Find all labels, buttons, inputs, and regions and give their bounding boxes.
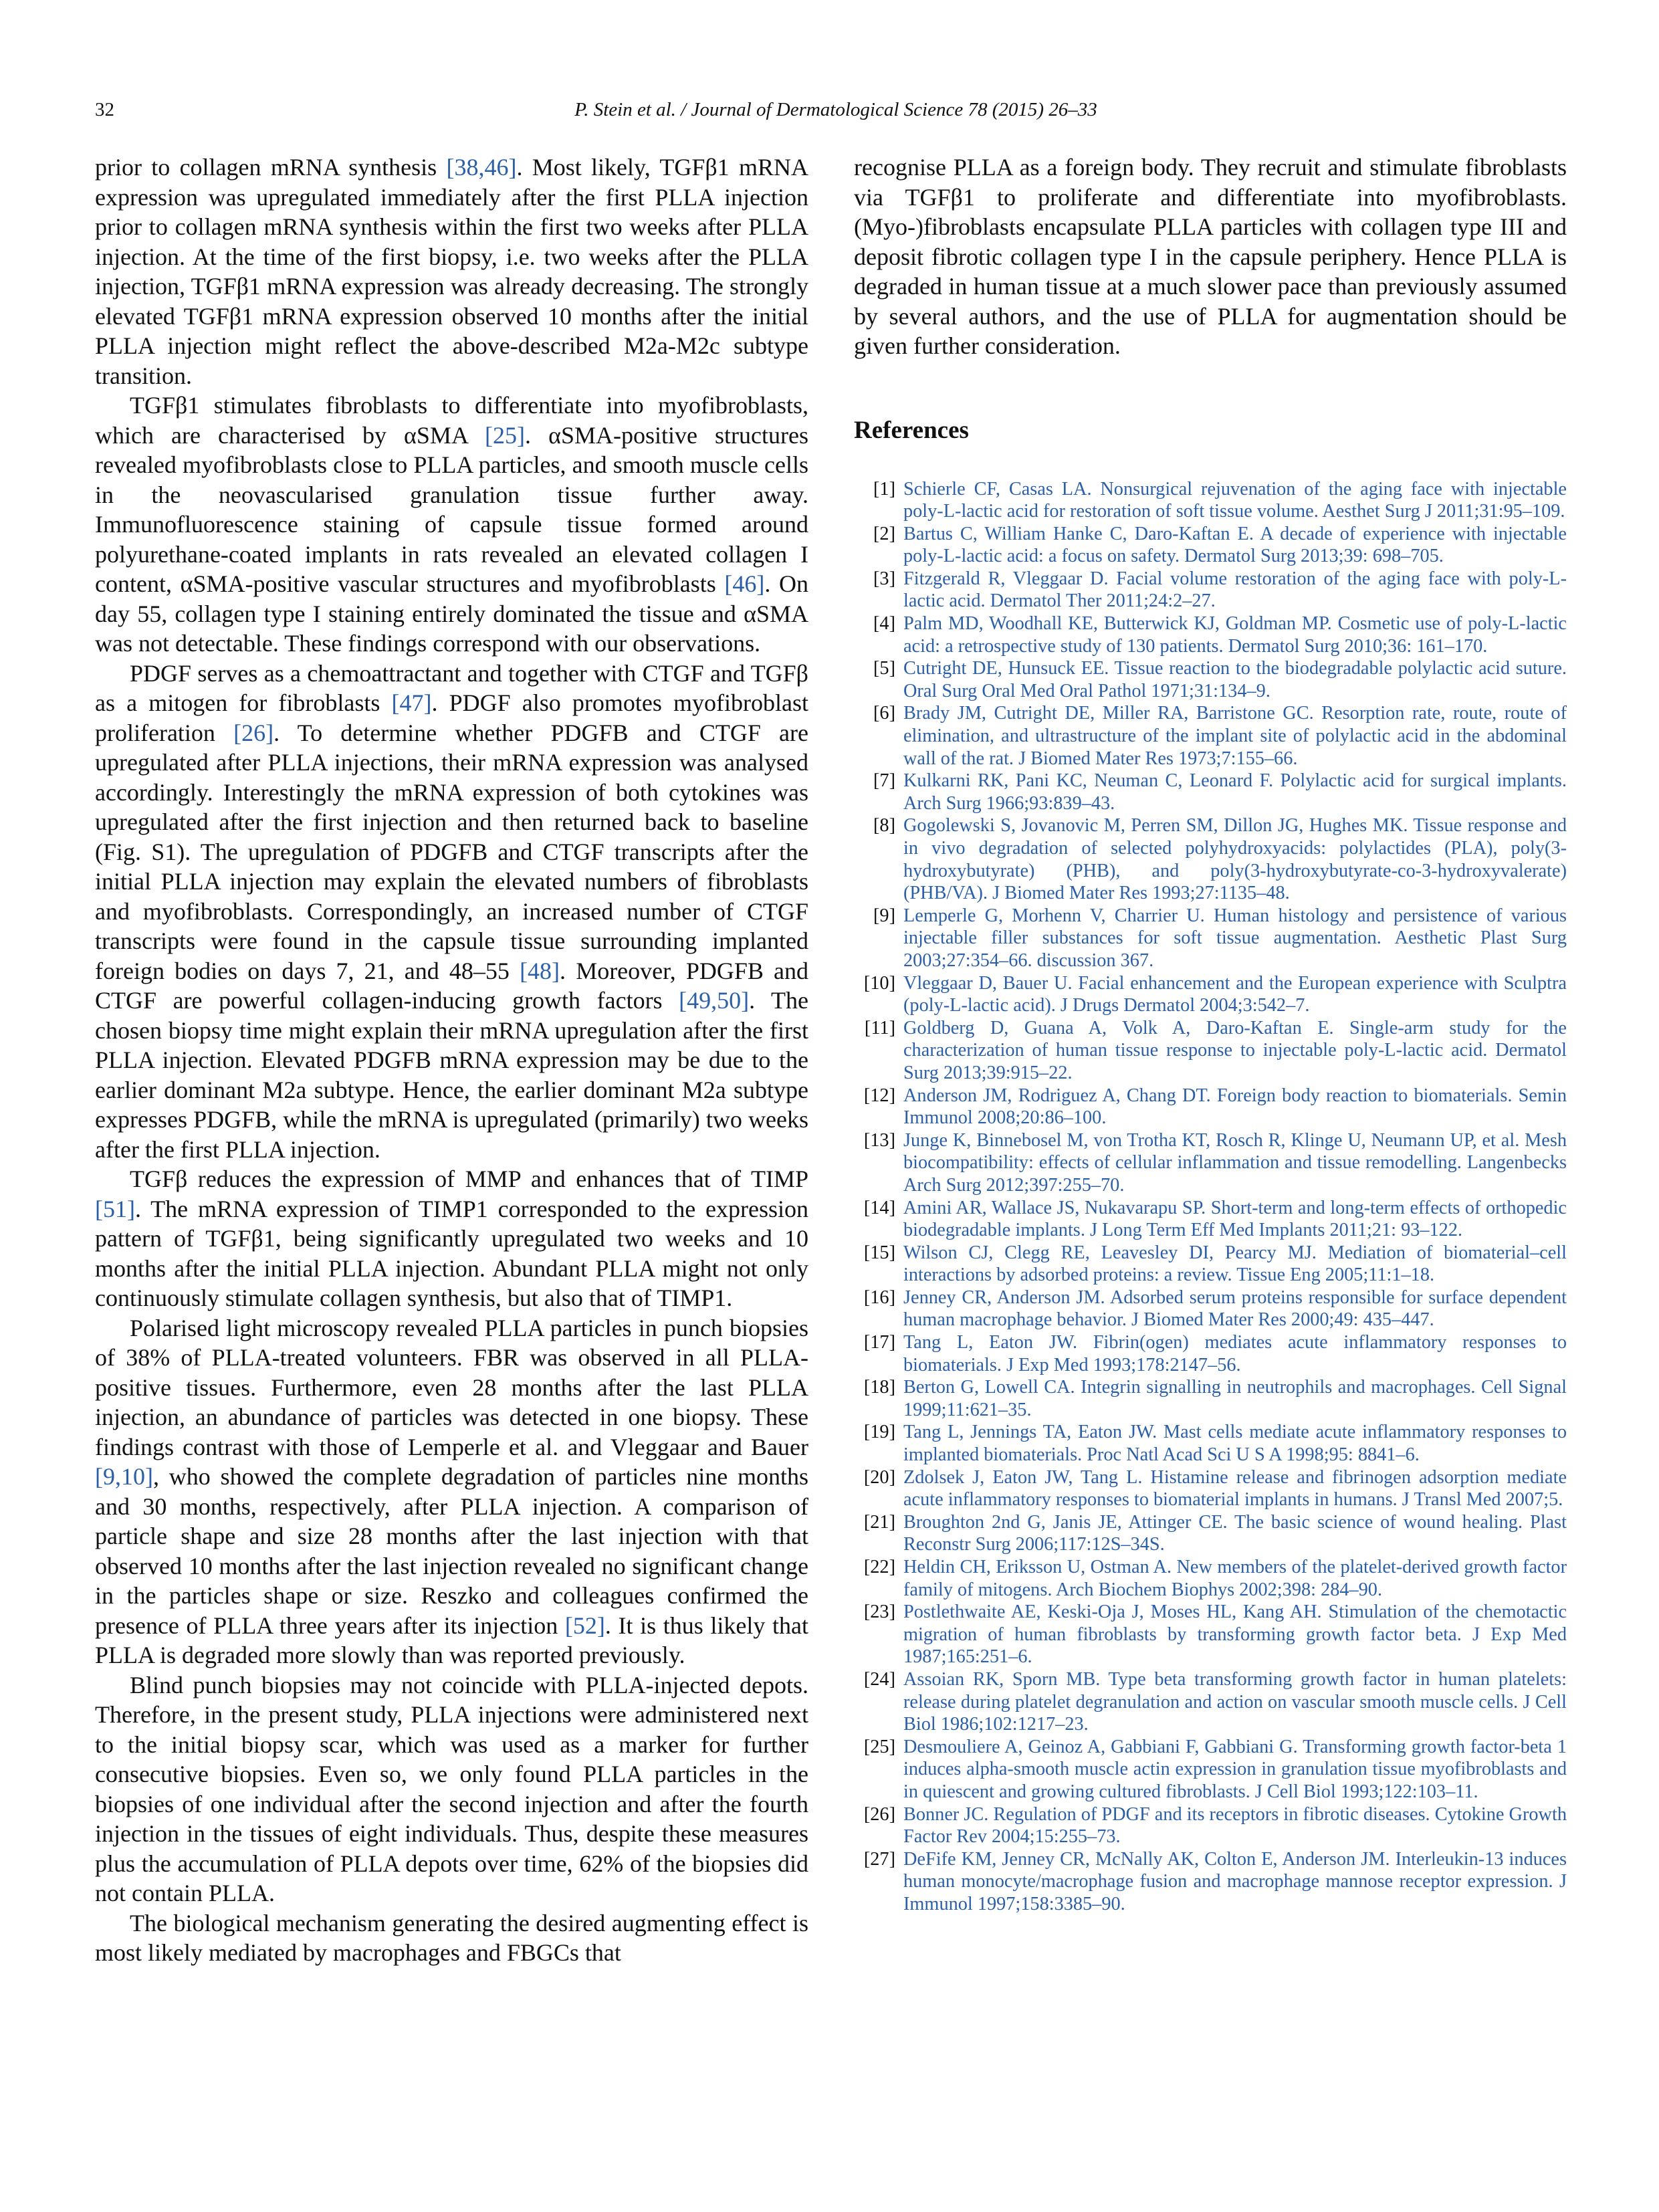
reference-item (854, 657, 1567, 702)
reference-link[interactable]: Fitzgerald R, Vleggaar D. Facial volume restoration of the aging face with poly-L-lactic acid. Dermatol Ther 2011;24:2–27. (903, 568, 1567, 612)
reference-number: [3] (873, 568, 895, 589)
reference-number: [6] (873, 703, 895, 724)
reference-item (854, 1736, 1567, 1803)
references-heading: References (854, 416, 969, 444)
reference-item (854, 1129, 1567, 1197)
reference-number: [9] (873, 905, 895, 926)
reference-number: [8] (873, 815, 895, 837)
right-column (854, 152, 1567, 1916)
continuation-paragraph: recognise PLLA as a foreign body. They recruit and stimulate fibroblasts via TGFβ1 to proliferate and differentiate into myofibroblasts. (Myo-)fibroblasts encapsulate PLLA particles with collagen type III and deposit fibrotic collagen type I in the capsule periphery. Hence PLLA is degraded in human tissue at a much slower pace than previously assumed by several authors, and the use of PLLA for augmentation should be given further consideration. (854, 154, 1567, 359)
reference-item (854, 1331, 1567, 1376)
reference-item (854, 478, 1567, 523)
reference-item (854, 1466, 1567, 1511)
citation-link[interactable]: [48] (520, 957, 560, 984)
paragraph-text: . αSMA-positive structures revealed myofibroblasts close to PLLA particles, and smooth muscle cells in the neovascularised granulation tissue further away. Immunofluorescence staining of capsule tissue formed around polyurethane-coated implants in rats revealed an elevated collagen I content, αSMA-positive vascular structures and myofibroblasts (95, 421, 808, 597)
reference-link[interactable]: Cutright DE, Hunsuck EE. Tissue reaction to the biodegradable polylactic acid suture. Oral Surg Oral Med Oral Pathol 1971;31:134–9. (903, 658, 1567, 701)
reference-item (854, 1085, 1567, 1129)
reference-item (854, 1803, 1567, 1848)
reference-item (854, 972, 1567, 1017)
reference-number: [4] (873, 613, 895, 635)
reference-item (854, 568, 1567, 613)
reference-link[interactable]: Gogolewski S, Jovanovic M, Perren SM, Dillon JG, Hughes MK. Tissue response and in vivo degradation of selected polyhydroxyacids: polylactides (PLA), poly(3-hydroxybutyrate) (PHB), and poly(3-hydroxybutyrate-co-3-hydroxyvalerate) (PHB/VA). J Biomed Mater Res 1993;27:1135–48. (903, 815, 1567, 904)
reference-item (854, 613, 1567, 657)
paragraph-text: The biological mechanism generating the desired augmenting effect is most likely mediated by macrophages and FBGCs that (95, 1909, 808, 1966)
reference-item (854, 814, 1567, 904)
reference-item (854, 1848, 1567, 1916)
page-number: 32 (95, 99, 114, 120)
paragraph-text: TGFβ reduces the expression of MMP and enhances that of TIMP (130, 1166, 808, 1192)
reference-link[interactable]: Postlethwaite AE, Keski-Oja J, Moses HL, Kang AH. Stimulation of the chemotactic migration of human fibroblasts by transforming growth factor beta. J Exp Med 1987;165:251–6. (903, 1601, 1567, 1668)
citation-link[interactable]: [46] (724, 570, 765, 597)
reference-item (854, 1242, 1567, 1287)
reference-link[interactable]: Desmouliere A, Geinoz A, Gabbiani F, Gabbiani G. Transforming growth factor-beta 1 induces alpha-smooth muscle actin expression in granulation tissue myofibroblasts and in quiescent and growing cultured fibroblasts. J Cell Biol 1993;122:103–11. (903, 1736, 1567, 1802)
paragraph-text: . Most likely, TGFβ1 mRNA expression was upregulated immediately after the first PLLA injection prior to collagen mRNA synthesis within the first two weeks after PLLA injection. At the time of the first biopsy, i.e. two weeks after the PLLA injection, TGFβ1 mRNA expression was already decreasing. The strongly elevated TGFβ1 mRNA expression observed 10 months after the initial PLLA injection might reflect the above-described M2a-M2c subtype transition. (95, 154, 808, 389)
reference-number: [25] (863, 1736, 895, 1757)
reference-link[interactable]: Assoian RK, Sporn MB. Type beta transforming growth factor in human platelets: release during platelet degranulation and action on vascular smooth muscle cells. J Cell Biol 1986;102:1217–23. (903, 1668, 1567, 1735)
reference-link[interactable]: Broughton 2nd G, Janis JE, Attinger CE. The basic science of wound healing. Plast Reconstr Surg 2006;117:12S–34S. (903, 1511, 1567, 1555)
reference-number: [12] (863, 1085, 895, 1106)
reference-number: [2] (873, 523, 895, 544)
reference-link[interactable]: Berton G, Lowell CA. Integrin signalling in neutrophils and macrophages. Cell Signal 1999;11:621–35. (903, 1377, 1567, 1420)
paragraph-text: . PDGF also promotes myofibroblast proliferation (95, 689, 808, 746)
reference-number: [26] (863, 1803, 895, 1825)
reference-number: [13] (863, 1129, 895, 1151)
reference-item (854, 770, 1567, 814)
paragraph-text: prior to collagen mRNA synthesis (95, 154, 447, 181)
reference-link[interactable]: Heldin CH, Eriksson U, Ostman A. New members of the platelet-derived growth factor family of mitogens. Arch Biochem Biophys 2002;398: 284–90. (903, 1557, 1567, 1600)
body-paragraph (95, 152, 808, 391)
reference-item (854, 702, 1567, 770)
body-paragraph (95, 1908, 808, 1968)
reference-link[interactable]: Brady JM, Cutright DE, Miller RA, Barristone GC. Resorption rate, route, route of elimination, and ultrastructure of the implant site of polylactic acid in the abdominal wall of the rat. J Biomed Mater Res 1973;7:155–66. (903, 703, 1567, 769)
reference-number: [21] (863, 1511, 895, 1533)
running-head: P. Stein et al. / Journal of Dermatological Science 78 (2015) 26–33 (574, 99, 1097, 120)
reference-item (854, 905, 1567, 972)
citation-link[interactable]: [47] (391, 689, 432, 716)
reference-link[interactable]: Bonner JC. Regulation of PDGF and its receptors in fibrotic diseases. Cytokine Growth Factor Rev 2004;15:255–73. (903, 1803, 1567, 1848)
reference-item (854, 1376, 1567, 1421)
reference-link[interactable]: Junge K, Binnebosel M, von Trotha KT, Rosch R, Klinge U, Neumann UP, et al. Mesh biocompatibility: effects of cellular inflammation and tissue remodelling. Langenbecks Arch Surg 2012;397:255–70. (903, 1129, 1567, 1196)
reference-number: [23] (863, 1601, 895, 1623)
reference-number: [10] (863, 972, 895, 994)
body-paragraph (95, 391, 808, 659)
reference-number: [7] (873, 770, 895, 792)
reference-link[interactable]: Kulkarni RK, Pani KC, Neuman C, Leonard F. Polylactic acid for surgical implants. Arch Surg 1966;93:839–43. (903, 770, 1567, 814)
reference-link[interactable]: Palm MD, Woodhall KE, Butterwick KJ, Goldman MP. Cosmetic use of poly-L-lactic acid: a retrospective study of 130 patients. Dermatol Surg 2010;36: 161–170. (903, 613, 1567, 657)
reference-link[interactable]: Bartus C, William Hanke C, Daro-Kaftan E. A decade of experience with injectable poly-L-lactic acid: a focus on safety. Dermatol Surg 2013;39: 698–705. (903, 523, 1567, 567)
citation-link[interactable]: [25] (485, 421, 526, 449)
paragraph-text: . On day 55, collagen type I staining entirely dominated the tissue and αSMA was not detectable. These findings correspond with our observations. (95, 570, 809, 657)
paragraph-text: PDGF serves as a chemoattractant and together with CTGF and TGFβ as a mitogen for fibroblasts (95, 659, 808, 716)
paragraph-text: . It is thus likely that PLLA is degraded more slowly than was reported previously. (95, 1612, 808, 1668)
reference-item (854, 1421, 1567, 1466)
reference-item (854, 1601, 1567, 1668)
reference-number: [20] (863, 1466, 895, 1488)
reference-link[interactable]: Goldberg D, Guana A, Volk A, Daro-Kaftan E. Single-arm study for the characterization of human tissue response to injectable poly-L-lactic acid. Dermatol Surg 2013;39:915–22. (903, 1017, 1567, 1083)
body-paragraph (95, 1670, 808, 1908)
reference-number: [24] (863, 1668, 895, 1690)
reference-item (854, 1197, 1567, 1242)
reference-item (854, 1556, 1567, 1601)
reference-link[interactable]: Tang L, Jennings TA, Eaton JW. Mast cells mediate acute inflammatory responses to implanted biomaterials. Proc Natl Acad Sci U S A 1998;95: 8841–6. (903, 1422, 1567, 1466)
reference-link[interactable]: DeFife KM, Jenney CR, McNally AK, Colton E, Anderson JM. Interleukin-13 induces human monocyte/macrophage fusion and macrophage mannose receptor expression. J Immunol 1997;158:3385–90. (903, 1848, 1567, 1914)
citation-link[interactable]: [49,50] (679, 987, 750, 1014)
citation-link[interactable]: [9,10] (95, 1463, 153, 1490)
reference-link[interactable]: Anderson JM, Rodriguez A, Chang DT. Foreign body reaction to biomaterials. Semin Immunol 2008;20:86–100. (903, 1085, 1567, 1129)
body-paragraph (95, 1164, 808, 1313)
reference-number: [14] (863, 1197, 895, 1218)
reference-number: [18] (863, 1377, 895, 1398)
citation-link[interactable]: [51] (95, 1195, 135, 1222)
reference-item (854, 1511, 1567, 1556)
reference-item (854, 1287, 1567, 1331)
paragraph-text: . To determine whether PDGFB and CTGF are upregulated after PLLA injections, their mRNA expression was analysed accordingly. Interestingly the mRNA expression of both cytokines was upregulated after the first injection and then returned back to baseline (Fig. S1). The upregulation of PDGFB and CTGF transcripts after the initial PLLA injection may explain the elevated numbers of fibroblasts and myofibroblasts. Correspondingly, an increased number of CTGF transcripts were found in the capsule tissue surrounding implanted foreign bodies on days 7, 21, and 48–55 (95, 719, 808, 984)
reference-link[interactable]: Amini AR, Wallace JS, Nukavarapu SP. Short-term and long-term effects of orthopedic biodegradable implants. J Long Term Eff Med Implants 2011;21: 93–122. (903, 1197, 1567, 1241)
paragraph-text: , who showed the complete degradation of particles nine months and 30 months, respectively, after PLLA injection. A comparison of particle shape and size 28 months after the last injection with that observed 10 months after the last injection revealed no significant change in the particles shape or size. Reszko and colleagues confirmed the presence of PLLA three years after its injection (95, 1463, 808, 1639)
reference-link[interactable]: Tang L, Eaton JW. Fibrin(ogen) mediates acute inflammatory responses to biomaterials. J Exp Med 1993;178:2147–56. (903, 1332, 1567, 1375)
reference-number: [15] (863, 1242, 895, 1263)
paragraph-text: . The chosen biopsy time might explain their mRNA upregulation after the first PLLA injection. Elevated PDGFB mRNA expression may be due to the earlier dominant M2a subtype. Hence, the earlier dominant M2a subtype expresses PDGFB, while the mRNA is upregulated (primarily) two weeks after the first PLLA injection. (95, 987, 809, 1163)
reference-link[interactable]: Schierle CF, Casas LA. Nonsurgical rejuvenation of the aging face with injectable poly-L-lactic acid for restoration of soft tissue volume. Aesthet Surg J 2011;31:95–109. (903, 478, 1567, 522)
reference-item (854, 1668, 1567, 1736)
citation-link[interactable]: [38,46] (446, 154, 517, 181)
reference-number: [19] (863, 1422, 895, 1443)
reference-number: [1] (873, 478, 895, 500)
paragraph-text: Blind punch biopsies may not coincide with PLLA-injected depots. Therefore, in the present study, PLLA injections were administered next to the initial biopsy scar, which was used as a marker for further consecutive biopsies. Even so, we only found PLLA particles in the biopsies of one individual after the second injection and after the fourth injection in the tissues of eight individuals. Thus, despite these measures plus the accumulation of PLLA depots over time, 62% of the biopsies did not contain PLLA. (95, 1671, 808, 1906)
reference-link[interactable]: Jenney CR, Anderson JM. Adsorbed serum proteins responsible for surface dependent human macrophage behavior. J Biomed Mater Res 2000;49: 435–447. (903, 1287, 1567, 1331)
reference-number: [11] (864, 1017, 895, 1038)
citation-link[interactable]: [26] (233, 719, 274, 746)
body-paragraph (95, 1313, 808, 1670)
reference-item (854, 523, 1567, 568)
citation-link[interactable]: [52] (564, 1612, 605, 1639)
paragraph-text: Polarised light microscopy revealed PLLA particles in punch biopsies of 38% of PLLA-treated volunteers. FBR was observed in all PLLA-positive tissues. Furthermore, even 28 months after the last PLLA injection, an abundance of particles was detected in one biopsy. These findings contrast with those of Lemperle et al. and Vleggaar and Bauer (95, 1314, 808, 1460)
reference-link[interactable]: Lemperle G, Morhenn V, Charrier U. Human histology and persistence of various injectable filler substances for soft tissue augmentation. Aesthetic Plast Surg 2003;27:354–66. discussion 367. (903, 905, 1567, 971)
reference-number: [17] (863, 1332, 895, 1353)
reference-number: [5] (873, 658, 895, 679)
reference-link[interactable]: Wilson CJ, Clegg RE, Leavesley DI, Pearcy MJ. Mediation of biomaterial–cell interactions by adsorbed proteins: a review. Tissue Eng 2005;11:1–18. (903, 1242, 1567, 1286)
body-paragraph (95, 659, 808, 1165)
reference-number: [22] (863, 1557, 895, 1577)
reference-link[interactable]: Zdolsek J, Eaton JW, Tang L. Histamine release and fibrinogen adsorption mediate acute inflammatory responses to biomaterial implants in humans. J Transl Med 2007;5. (903, 1466, 1567, 1511)
reference-list (854, 478, 1567, 1916)
paragraph-text: . The mRNA expression of TIMP1 corresponded to the expression pattern of TGFβ1, being significantly upregulated two weeks and 10 months after the initial PLLA injection. Abundant PLLA might not only continuously stimulate collagen synthesis, but also that of TIMP1. (95, 1195, 808, 1311)
reference-link[interactable]: Vleggaar D, Bauer U. Facial enhancement and the European experience with Sculptra (poly-L-lactic acid). J Drugs Dermatol 2004;3:542–7. (903, 972, 1567, 1016)
left-column (95, 152, 808, 1968)
reference-item (854, 1017, 1567, 1085)
reference-number: [27] (863, 1848, 895, 1870)
reference-number: [16] (863, 1287, 895, 1308)
paragraph-text: . Moreover, PDGFB and CTGF are powerful collagen-inducing growth factors (95, 957, 809, 1014)
paragraph-text: TGFβ1 stimulates fibroblasts to differentiate into myofibroblasts, which are characterised by αSMA (95, 392, 808, 449)
